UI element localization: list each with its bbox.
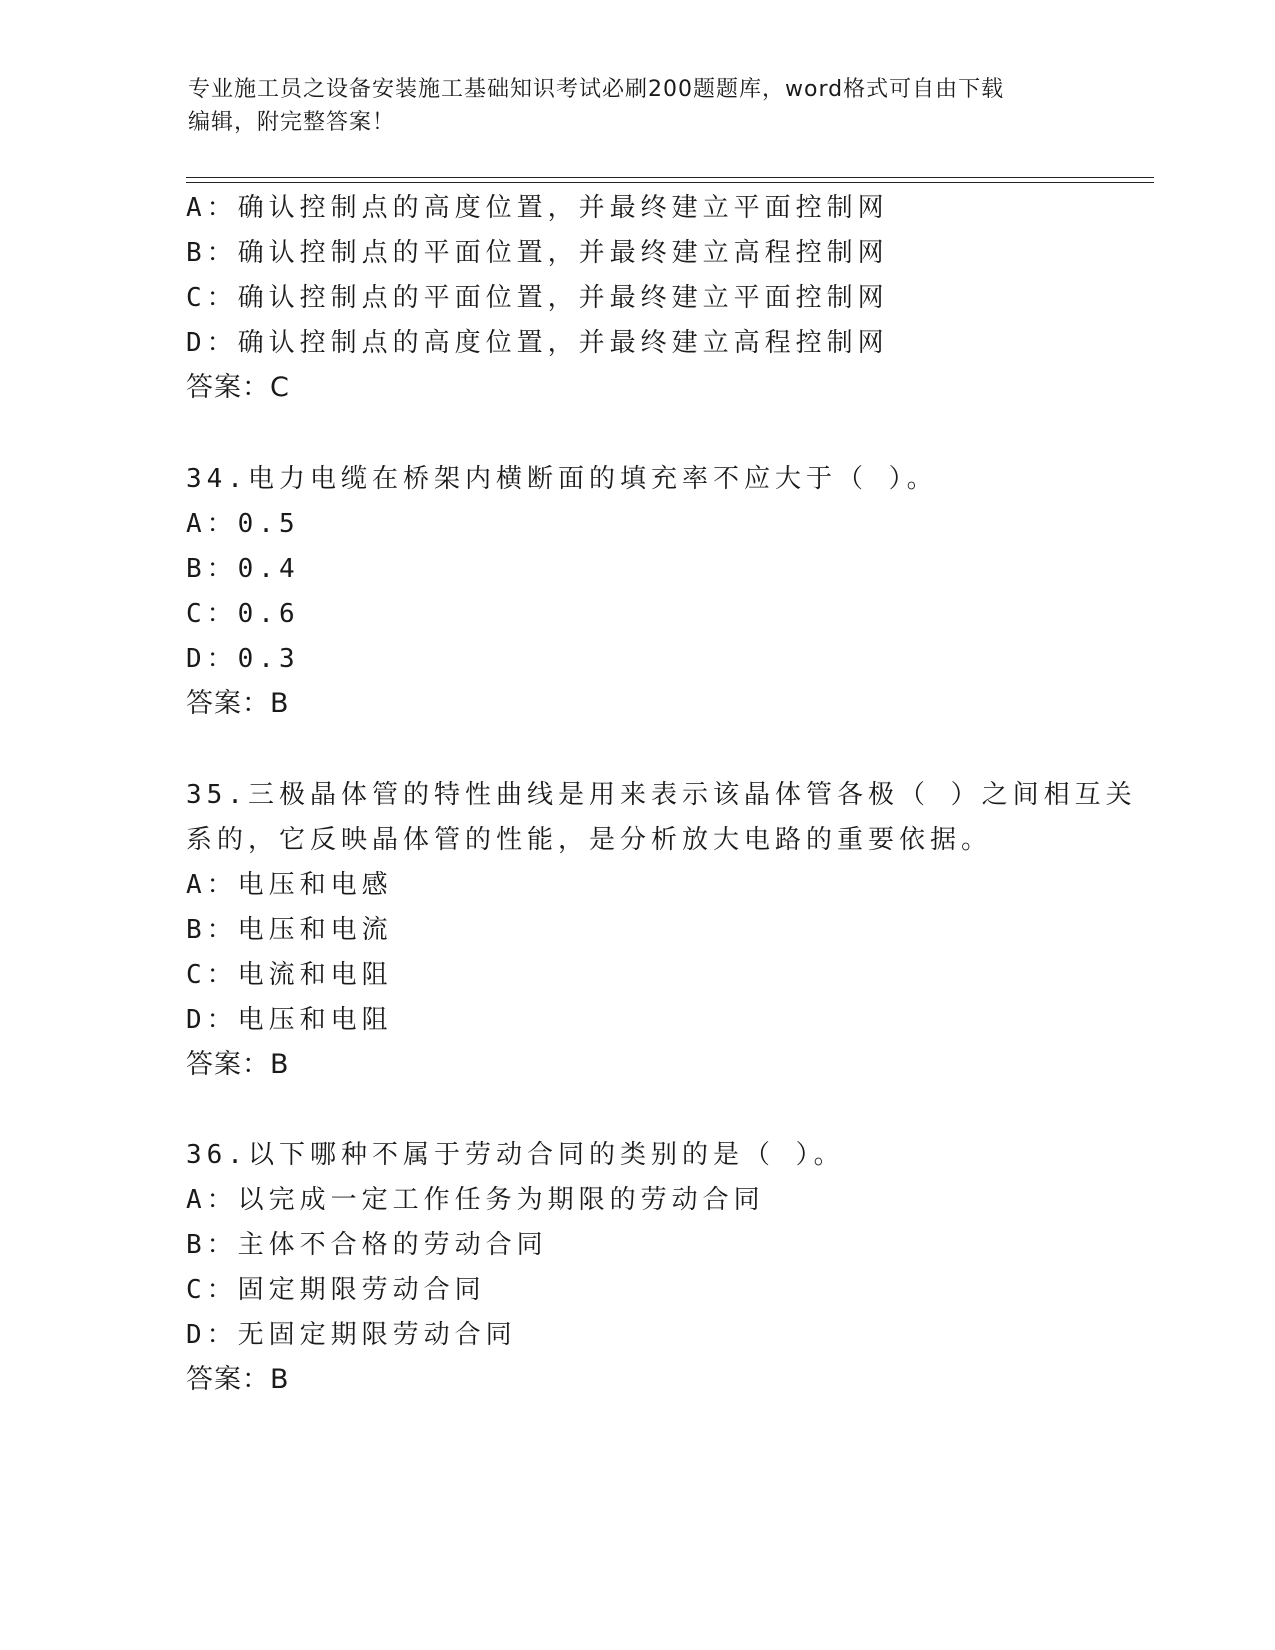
option-d: D：电压和电阻 <box>186 1005 393 1035</box>
header-divider-top <box>186 177 1154 178</box>
option-d: D：确认控制点的高度位置，并最终建立高程控制网 <box>186 328 889 358</box>
answer: 答案：B <box>186 1049 290 1080</box>
option-a: A：电压和电感 <box>186 870 393 900</box>
question-stem-line-1: 35.三极晶体管的特性曲线是用来表示该晶体管各极（ ）之间相互关 <box>186 780 1137 810</box>
option-c: C：电流和电阻 <box>186 960 393 990</box>
option-b: B：确认控制点的平面位置，并最终建立高程控制网 <box>186 238 889 268</box>
question-stem: 34.电力电缆在桥架内横断面的填充率不应大于（ ）。 <box>186 464 938 494</box>
answer: 答案：B <box>186 688 290 719</box>
option-b: B：0.4 <box>186 554 300 584</box>
question-stem-line-2: 系的，它反映晶体管的性能，是分析放大电路的重要依据。 <box>186 825 993 855</box>
option-c: C：确认控制点的平面位置，并最终建立平面控制网 <box>186 283 889 313</box>
option-b: B：电压和电流 <box>186 915 393 945</box>
option-a: A：确认控制点的高度位置，并最终建立平面控制网 <box>186 193 889 223</box>
header-title-line-2: 编辑，附完整答案！ <box>188 110 396 135</box>
option-a: A：0.5 <box>186 509 300 539</box>
option-b: B：主体不合格的劳动合同 <box>186 1230 548 1260</box>
option-c: C：固定期限劳动合同 <box>186 1275 486 1305</box>
option-c: C：0.6 <box>186 599 300 629</box>
option-d: D：无固定期限劳动合同 <box>186 1320 517 1350</box>
answer: 答案：C <box>186 372 290 403</box>
header-divider-bottom <box>186 182 1154 183</box>
answer: 答案：B <box>186 1364 290 1395</box>
question-stem: 36.以下哪种不属于劳动合同的类别的是（ ）。 <box>186 1140 845 1170</box>
option-a: A：以完成一定工作任务为期限的劳动合同 <box>186 1185 765 1215</box>
option-d: D：0.3 <box>186 644 300 674</box>
header-title-line-1: 专业施工员之设备安装施工基础知识考试必刷200题题库，word格式可自由下载 <box>188 77 1005 102</box>
document-header <box>188 73 1088 139</box>
